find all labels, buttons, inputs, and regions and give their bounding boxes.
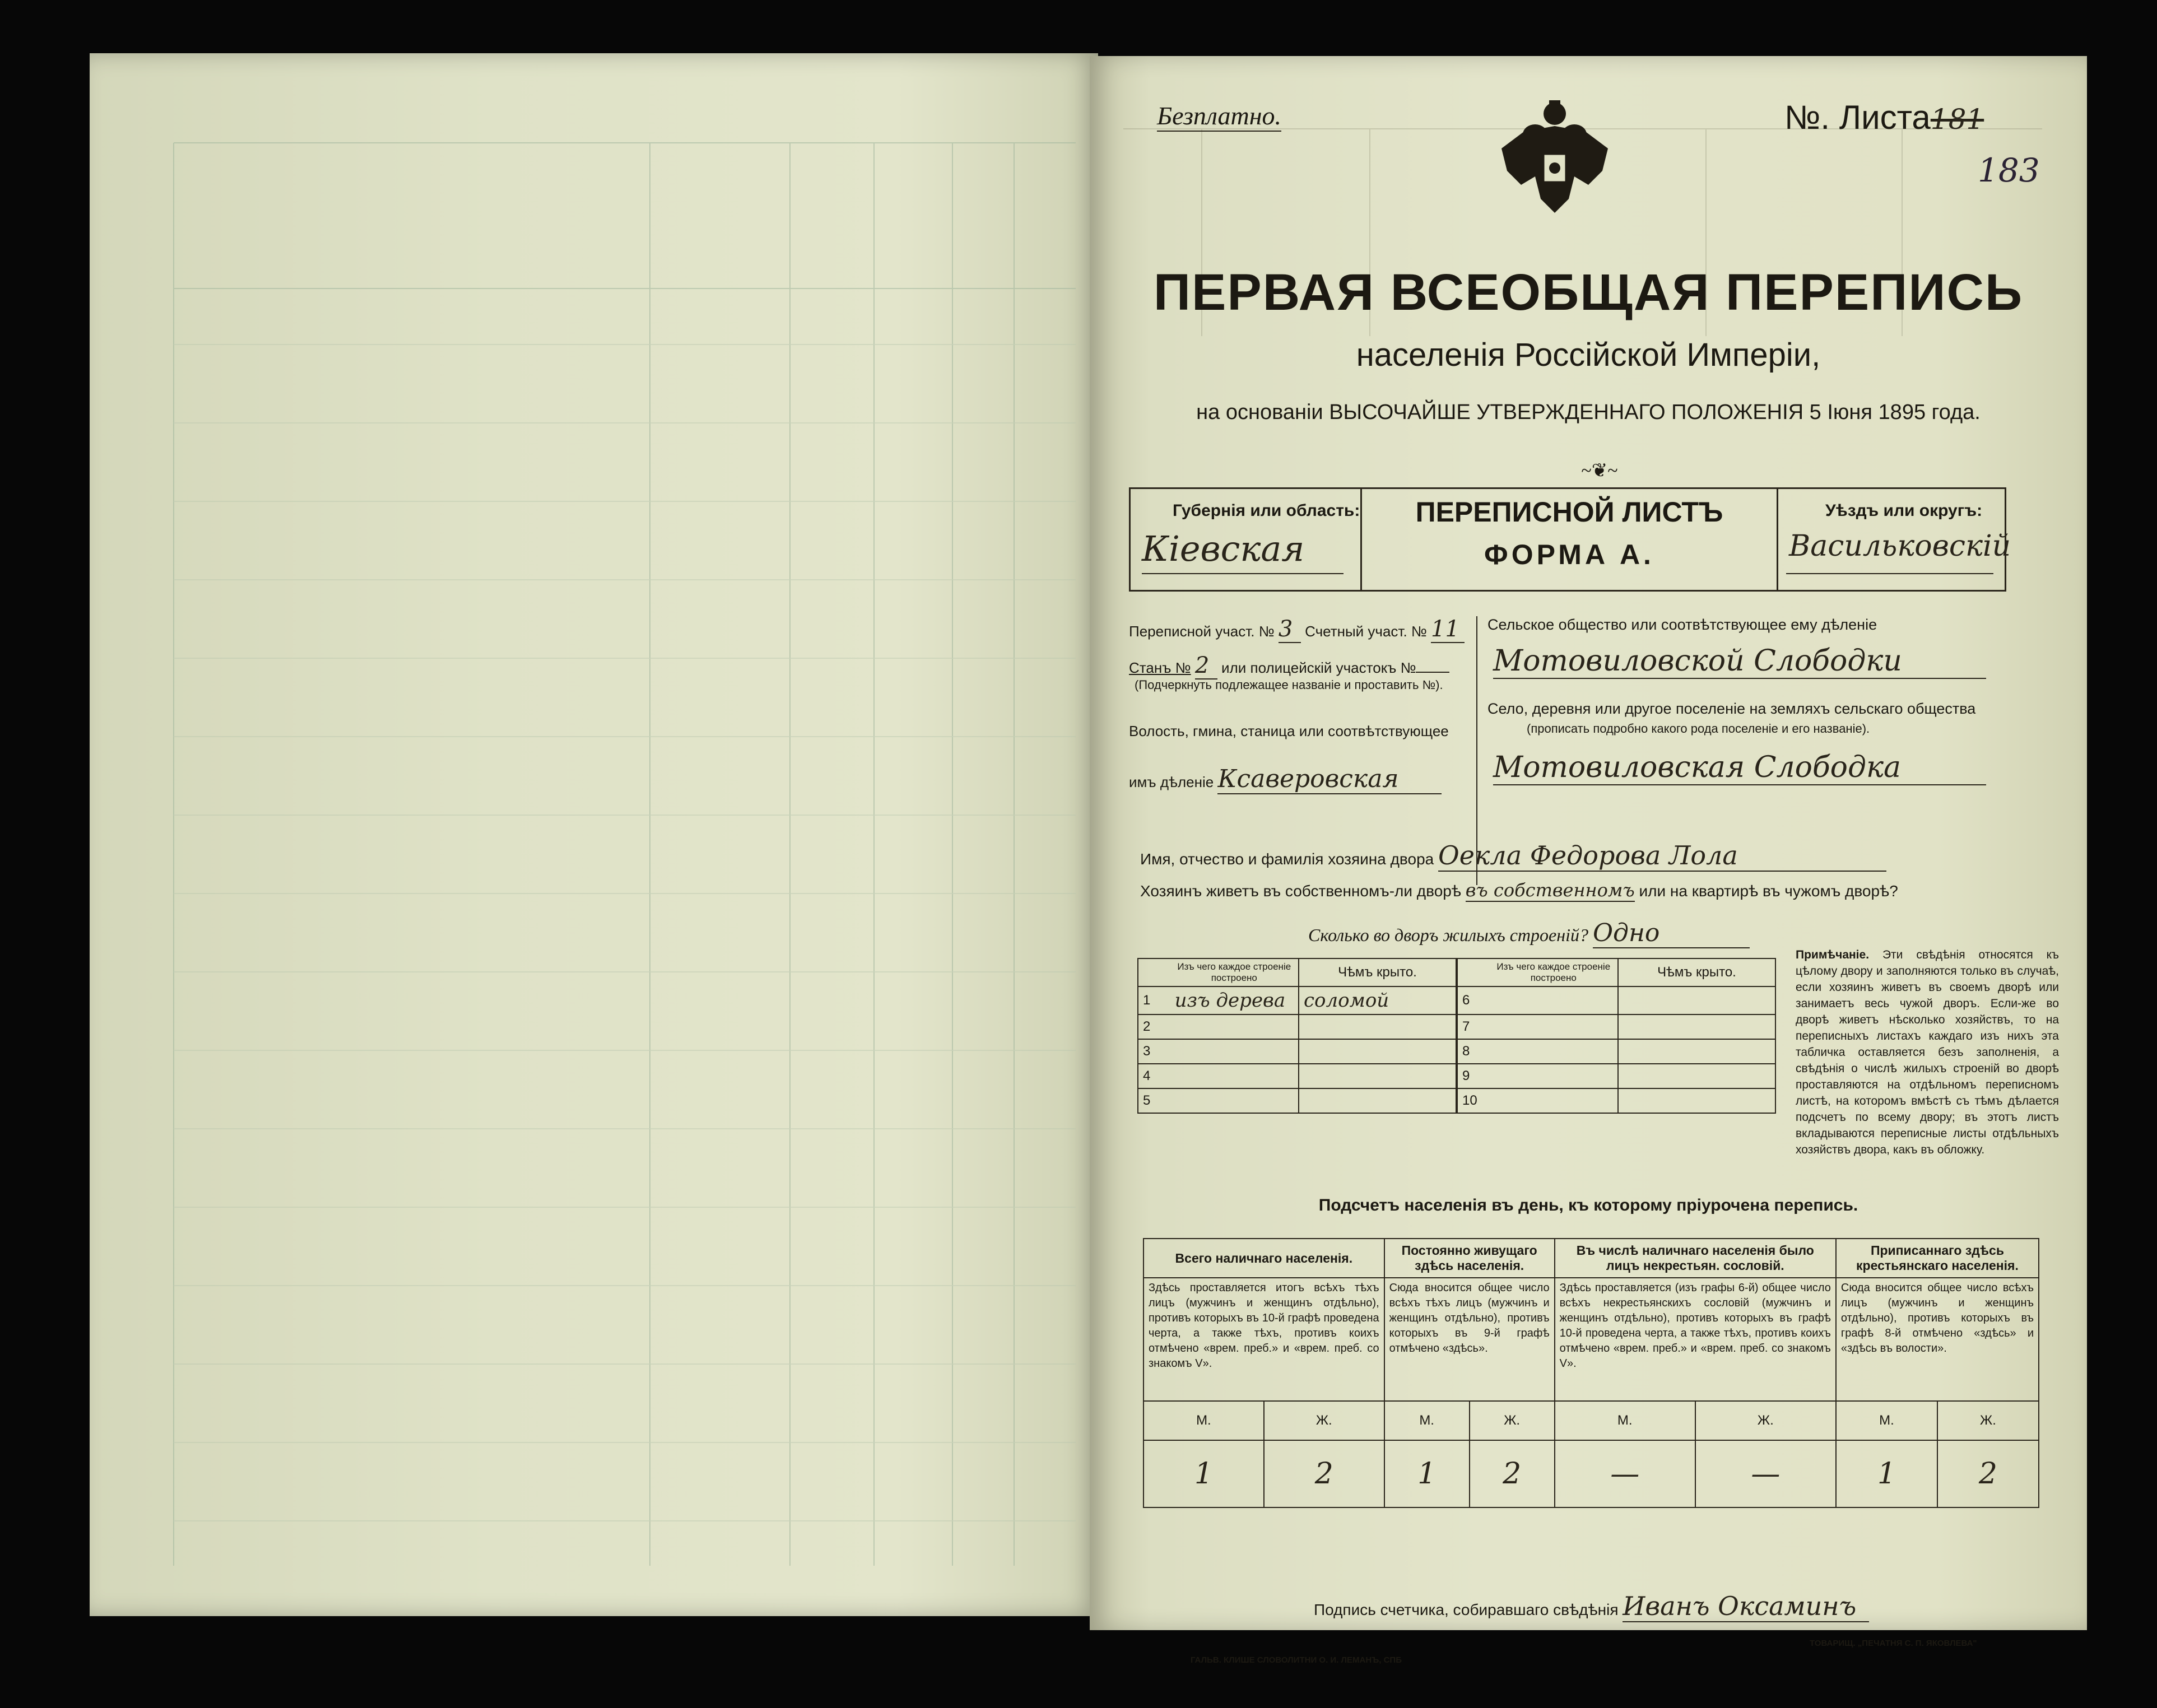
district-value: Васильковскій: [1789, 529, 2011, 563]
male-count-value: 1: [1143, 1440, 1264, 1507]
buildings-table-cell: [1618, 1064, 1775, 1088]
buildings-table-cell: 9: [1457, 1064, 1490, 1088]
village-value: Мотовиловская Слободка: [1493, 751, 1986, 785]
buildings-table-cell: [1490, 1088, 1618, 1113]
col-material-right: Изъ чего каждое строеніе построено: [1490, 958, 1618, 986]
male-count-value: 1: [1836, 1440, 1937, 1507]
buildings-table-cell: 5: [1138, 1088, 1170, 1113]
buildings-table-cell: 3: [1138, 1039, 1170, 1064]
count-section-value: 11: [1431, 616, 1465, 643]
volost-label: Волость, гмина, станица или соотвѣтствующее: [1129, 723, 1449, 739]
population-col-description: Сюда вносится общее число всѣхъ тѣхъ лицъ (мужчинъ и женщинъ отдѣльно), противъ которыхъ въ 9-й графѣ отмѣчено «здѣсь».: [1384, 1278, 1555, 1401]
buildings-table-cell: 8: [1457, 1039, 1490, 1064]
census-section-field: Переписной участ. № 3 Счетный участ. № 11: [1129, 616, 1465, 643]
owner-value: Оекла Федорова Лола: [1438, 840, 1886, 872]
village-label: Село, деревня или другое поселеніе на земляхъ сельскаго общества: [1487, 700, 1976, 717]
buildings-table-cell: изъ дерева: [1170, 986, 1299, 1014]
owner-field: Имя, отчество и фамилія хозяина двора Оекла Федорова Лола: [1140, 840, 1886, 872]
district-label: Уѣздъ или округъ:: [1825, 501, 1983, 520]
stan-value: 2: [1195, 653, 1217, 680]
female-header: Ж.: [1470, 1401, 1555, 1440]
buildings-table-cell: [1170, 1039, 1299, 1064]
female-count-value: 2: [1264, 1440, 1384, 1507]
female-count-value: 2: [1937, 1440, 2039, 1507]
form-title-line2: ФОРМА А.: [1484, 539, 1654, 570]
ornament-divider: ~❦~: [1581, 460, 1618, 481]
census-section-value: 3: [1279, 616, 1301, 643]
village-note: (прописать подробно какого рода поселеніе и его названіе).: [1527, 722, 1870, 736]
buildings-table-row: [1138, 1088, 1775, 1113]
buildings-table-cell: [1490, 986, 1618, 1014]
male-header: М.: [1143, 1401, 1264, 1440]
buildings-table-cell: 7: [1457, 1014, 1490, 1039]
buildings-note: Примѣчаніе. Эти свѣдѣнія относятся къ цѣлому двору и заполняются только въ случаѣ, если хозяинъ живетъ въ своемъ дворѣ или занимаетъ весь чужой дворъ. Если-же во дворѣ живетъ нѣсколько хозяйствъ, то на переписныхъ листахъ каждаго изъ нихъ эта табличка оставляется безъ заполненія, а свѣдѣнія о числѣ жилыхъ строеній во дворѣ проставляются на отдѣльномъ переписномъ листѣ, на которомъ вмѣстѣ съ тѣмъ дѣлается подсчетъ по всему двору; въ этотъ листъ вкладываются переписные листы отдѣльныхъ хозяйствъ двора, какъ въ обложку.: [1796, 948, 2059, 1156]
buildings-table-cell: 1: [1138, 986, 1170, 1014]
form-title-box: [1360, 489, 1778, 590]
archive-folio-number: 183: [1978, 151, 2040, 189]
buildings-table-cell: [1618, 1088, 1775, 1113]
population-col-title: Всего наличнаго населенія.: [1143, 1239, 1384, 1278]
population-table: [1143, 1238, 2039, 1508]
volost-value: Ксаверовская: [1217, 765, 1442, 794]
buildings-table-row: [1138, 1064, 1775, 1088]
population-col-description: Здѣсь проставляется итогъ всѣхъ тѣхъ лицъ (мужчинъ и женщинъ отдѣльно), противъ которыхъ въ 10-й графѣ проведена черта, а также тѣхъ, противъ коихъ отмѣчено «врем. преб.» и «врем. преб. со знакомъ V».: [1143, 1278, 1384, 1401]
buildings-table-cell: [1618, 986, 1775, 1014]
buildings-table-cell: соломой: [1299, 986, 1457, 1014]
province-label: Губернія или область:: [1173, 501, 1360, 520]
population-col-title: Приписаннаго здѣсь крестьянскаго населенія.: [1836, 1239, 2039, 1278]
buildings-table: [1137, 958, 1776, 1114]
population-heading: Подсчетъ населенія въ день, къ которому пріурочена перепись.: [1318, 1196, 1858, 1214]
buildings-table-row: [1138, 986, 1775, 1014]
volost-field: имъ дѣленіе Ксаверовская: [1129, 765, 1442, 794]
buildings-table-cell: 2: [1138, 1014, 1170, 1039]
female-header: Ж.: [1695, 1401, 1836, 1440]
enumerator-signature-field: Подпись счетчика, собиравшаго свѣдѣнія Иванъ Оксаминъ: [1314, 1591, 1869, 1622]
buildings-table-cell: 6: [1457, 986, 1490, 1014]
buildings-table-body: [1138, 986, 1775, 1113]
buildings-table-cell: [1490, 1039, 1618, 1064]
stan-field: Станъ № 2 или полицейскій участокъ №: [1129, 653, 1449, 680]
col-material-left: Изъ чего каждое строеніе построено: [1170, 958, 1299, 986]
province-box: [1131, 489, 1360, 590]
population-col-title: Постоянно живущаго здѣсь населенія.: [1384, 1239, 1555, 1278]
male-header: М.: [1384, 1401, 1470, 1440]
document-title: ПЕРВАЯ ВСЕОБЩАЯ ПЕРЕПИСЬ: [1153, 264, 2024, 321]
male-header: М.: [1555, 1401, 1695, 1440]
buildings-table-cell: [1490, 1064, 1618, 1088]
header-banner: [1129, 487, 2011, 592]
sheet-number-label: №. Листа181: [1784, 99, 1984, 136]
form-title-line1: ПЕРЕПИСНОЙ ЛИСТЪ: [1415, 496, 1723, 528]
col-roof-left: Чѣмъ крыто.: [1299, 958, 1457, 986]
residence-value: въ собственномъ: [1465, 879, 1635, 901]
buildings-table-cell: [1170, 1064, 1299, 1088]
buildings-table-cell: [1170, 1088, 1299, 1113]
enumerator-signature-value: Иванъ Оксаминъ: [1623, 1591, 1869, 1622]
stan-note: (Подчеркнуть подлежащее названіе и проставить №).: [1135, 678, 1443, 692]
society-value: Мотовиловской Слободки: [1493, 644, 1986, 679]
legal-basis: на основаніи ВЫСОЧАЙШЕ УТВЕРЖДЕННАГО ПОЛОЖЕНІЯ 5 Іюня 1895 года.: [1196, 401, 1981, 424]
col-roof-right: Чѣмъ крыто.: [1618, 958, 1775, 986]
buildings-table-cell: [1299, 1088, 1457, 1113]
population-col-title: Въ числѣ наличнаго населенія было лицъ некрестьян. сословій.: [1555, 1239, 1836, 1278]
buildings-table-row: [1138, 1039, 1775, 1064]
buildings-table-cell: [1299, 1039, 1457, 1064]
census-form-page: [1090, 56, 2087, 1665]
free-label: Безплатно.: [1157, 101, 1281, 132]
buildings-table-cell: [1170, 1014, 1299, 1039]
male-count-value: 1: [1384, 1440, 1470, 1507]
female-header: Ж.: [1937, 1401, 2039, 1440]
female-count-value: —: [1695, 1440, 1836, 1507]
residence-field: Хозяинъ живетъ въ собственномъ-ли дворѣ въ собственномъ или на квартирѣ въ чужомъ дворѣ?: [1140, 879, 1898, 901]
society-label: Сельское общество или соотвѣтствующее ему дѣленіе: [1487, 616, 1877, 633]
buildings-table-cell: [1490, 1014, 1618, 1039]
female-header: Ж.: [1264, 1401, 1384, 1440]
male-header: М.: [1836, 1401, 1937, 1440]
buildings-table-cell: [1618, 1039, 1775, 1064]
double-headed-eagle-emblem: [1490, 92, 1619, 221]
population-col-description: Здѣсь проставляется (изъ графы 6-й) общее число всѣхъ некрестьянскихъ сословій (мужчинъ и женщинъ отдѣльно), противъ которыхъ въ графѣ 10-й проведена черта, а также тѣхъ, противъ коихъ отмѣчено «врем. преб.» и «врем. преб. со знакомъ V».: [1555, 1278, 1836, 1401]
buildings-table-cell: [1299, 1064, 1457, 1088]
buildings-count-field: Сколько во дворъ жилыхъ строеній? Одно: [1308, 919, 1750, 948]
buildings-count-value: Одно: [1593, 919, 1750, 948]
population-col-description: Сюда вносится общее число всѣхъ лицъ (мужчинъ и женщинъ отдѣльно), противъ которыхъ въ графѣ 8-й отмѣчено «здѣсь» и «здѣсь въ волости».: [1836, 1278, 2039, 1401]
buildings-table-row: [1138, 1014, 1775, 1039]
buildings-table-cell: 10: [1457, 1088, 1490, 1113]
document-subtitle: населенія Россійской Имперіи,: [1356, 337, 1821, 373]
faded-grid-lines: [90, 53, 1098, 1616]
buildings-table-cell: [1618, 1014, 1775, 1039]
buildings-table-cell: 4: [1138, 1064, 1170, 1088]
left-page-verso: [90, 53, 1098, 1616]
printer-imprint-right: ТОВАРИЩ. „ПЕЧАТНЯ С. П. ЯКОВЛЕВА": [1810, 1639, 1977, 1648]
province-value: Кіевская: [1142, 528, 1305, 569]
buildings-table-cell: [1299, 1014, 1457, 1039]
printer-imprint-left: ГАЛЬВ. КЛИШЕ СЛОВОЛИТНИ О. И. ЛЕМАНЪ, СПБ: [1191, 1655, 1402, 1665]
female-count-value: 2: [1470, 1440, 1555, 1507]
district-box: [1775, 489, 2011, 590]
male-count-value: —: [1555, 1440, 1695, 1507]
